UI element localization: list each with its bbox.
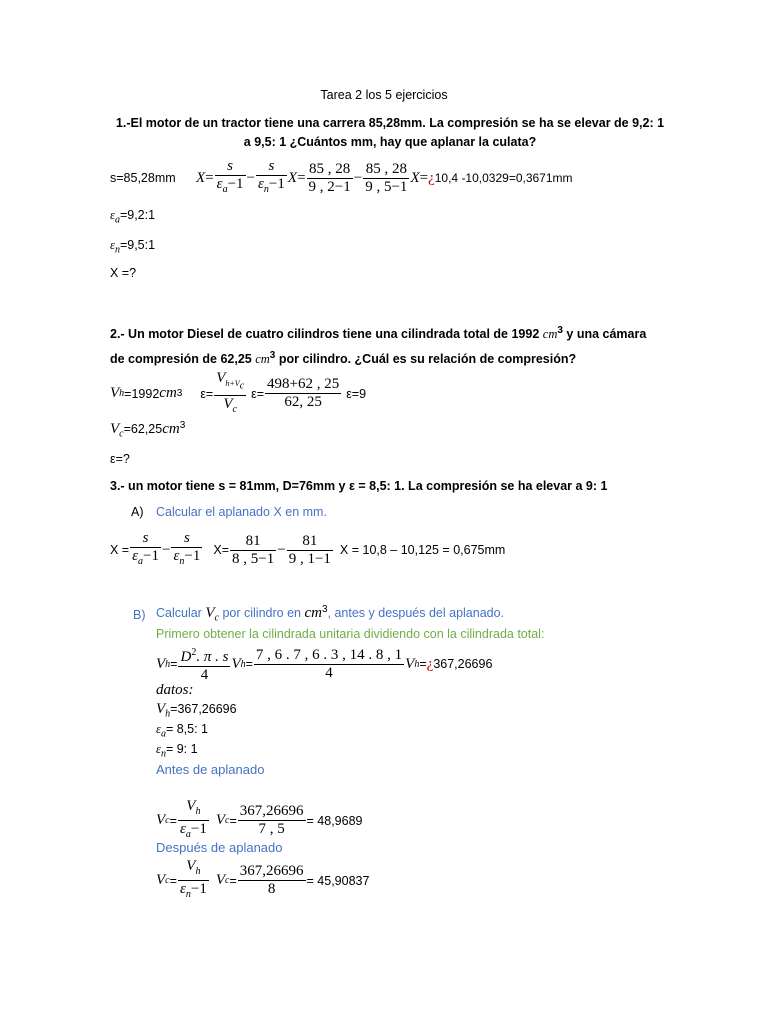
fraction: $\frac{s}{\varepsilon_a-1}$ [130, 530, 161, 570]
exercise-3-result: X = 10,8 – 10,125 = 0,675mm [339, 543, 506, 557]
exercise-3-formula: X = $\frac{s}{\varepsilon_a-1}$ − $\frac{s}{\varepsilon_n-1}$ X= $\frac{81}{8 , 5-1}$ − $\frac{81}{9 , 1-1}$ X = 10,8 – 10,125 = 0,675mm [110, 530, 505, 570]
item-b-text: Calcular $V_c$ por cilindro en $cm^3$, antes y después del aplanado. [156, 604, 505, 624]
fraction: $\frac{s}{\varepsilon_n-1}$ [256, 158, 287, 198]
fraction: $\frac{D^2. \pi . s}{4}$ [180, 647, 229, 683]
fraction: $\frac{V_h}{\varepsilon_n-1}$ [178, 858, 209, 903]
exercise-2-formula: V h =1992 cm 3 ε= $\frac{V_{h+V_c}}{V_c}$ ε= $\frac{498+62 , 25}{62, 25}$ ε=9 [110, 370, 366, 418]
exercise-2-statement: 2.- Un motor Diesel de cuatro cilindros tiene una cilindrada total de 1992 $cm^3$ y una cámara de compresión de 62,25 $cm^3$ por cilindro. ¿Cuál es su relación de compresión? [110, 325, 647, 367]
vc-line: $V_c=62,25cm^3$ [110, 420, 186, 440]
datos-label: datos: [156, 682, 194, 698]
fraction: $\frac{498+62 , 25}{62, 25}$ [267, 376, 340, 411]
epsilon-n-line: $\varepsilon_n=9,5:1$ [110, 238, 156, 256]
exercise-1-formula: s=85,28mm X = $\frac{s}{\varepsilon_a-1}$ − $\frac{s}{\varepsilon_n-1}$ X = $\frac{85 , 28}{9 , 2-1}$ − $\frac{85 , 28}{9 , 5-1}$ X = ¿ 10,4 -10,0329=0,3671mm [110, 158, 573, 198]
s-value: s=85,28mm [110, 171, 176, 185]
fraction: $\frac{V_{h+V_c}}{V_c}$ [214, 370, 246, 418]
exercise-1-line-1: 1.-El motor de un tractor tiene una carrera 85,28mm. La compresión se ha se elevar de 9,2: 1 [115, 116, 665, 130]
antes-result: = 48,9689 [306, 813, 363, 828]
despues-heading: Después de aplanado [156, 840, 283, 855]
antes-formula: V c = $\frac{V_h}{\varepsilon_a-1}$ V c = $\frac{367,26696}{7 , 5}$ = 48,9689 [156, 798, 362, 843]
fraction: $\frac{85 , 28}{9 , 2-1}$ [308, 160, 351, 195]
green-instruction: Primero obtener la cilindrada unitaria dividiendo con la cilindrada total: [156, 627, 545, 641]
vh-formula: V h = $\frac{D^2. \pi . s}{4}$ V h = $\frac{7 , 6 . 7 , 6 . 3 , 14 . 8 , 1}{4}$ V h = ¿ 367,26696 [156, 644, 492, 684]
fraction: $\frac{85 , 28}{9 , 5-1}$ [365, 160, 408, 195]
exercise-1-statement [100, 114, 680, 152]
vh-result: 367,26696 [433, 657, 493, 671]
datos-vh: $V_h=367,26696$ [156, 701, 237, 720]
page-title: Tarea 2 los 5 ejercicios [320, 88, 448, 102]
fraction: $\frac{367,26696}{8}$ [239, 863, 304, 897]
fraction: $\frac{7 , 6 . 7 , 6 . 3 , 14 . 8 , 1}{4}$ [255, 646, 403, 681]
antes-heading: Antes de aplanado [156, 762, 265, 777]
item-a-text: Calcular el aplanado X en mm. [156, 505, 327, 519]
exercise-1-result: 10,4 -10,0329=0,3671mm [434, 171, 573, 185]
despues-formula: V c = $\frac{V_h}{\varepsilon_n-1}$ V c = $\frac{367,26696}{8}$ = 45,90837 [156, 858, 369, 903]
x-unknown: X =? [110, 266, 137, 280]
fraction: $\frac{81}{9 , 1-1}$ [288, 532, 331, 567]
fraction: $\frac{367,26696}{7 , 5}$ [239, 803, 304, 837]
exercise-3-statement: 3.- un motor tiene s = 81mm, D=76mm y ε = 8,5: 1. La compresión se ha elevar a 9: 1 [110, 479, 608, 493]
fraction: $\frac{s}{\varepsilon_a-1}$ [215, 158, 246, 198]
datos-en: $\varepsilon_n= 9$: 1 [156, 742, 198, 760]
fraction: $\frac{s}{\varepsilon_n-1}$ [171, 530, 202, 570]
item-a-label: A) [131, 505, 144, 519]
despues-result: = 45,90837 [306, 873, 370, 888]
epsilon-a-line: $\varepsilon_a=9,2:1$ [110, 208, 156, 226]
fraction: $\frac{V_h}{\varepsilon_a-1}$ [178, 798, 209, 843]
item-b-label: B) [133, 608, 146, 622]
exercise-2-result: ε=9 [346, 386, 367, 401]
epsilon-unknown: ε=? [110, 452, 130, 466]
fraction: $\frac{81}{8 , 5-1}$ [232, 532, 275, 567]
datos-ea: $\varepsilon_a= 8,5$: 1 [156, 722, 208, 740]
exercise-1-line-2: a 9,5: 1 ¿Cuántos mm, hay que aplanar la culata? [243, 135, 537, 149]
